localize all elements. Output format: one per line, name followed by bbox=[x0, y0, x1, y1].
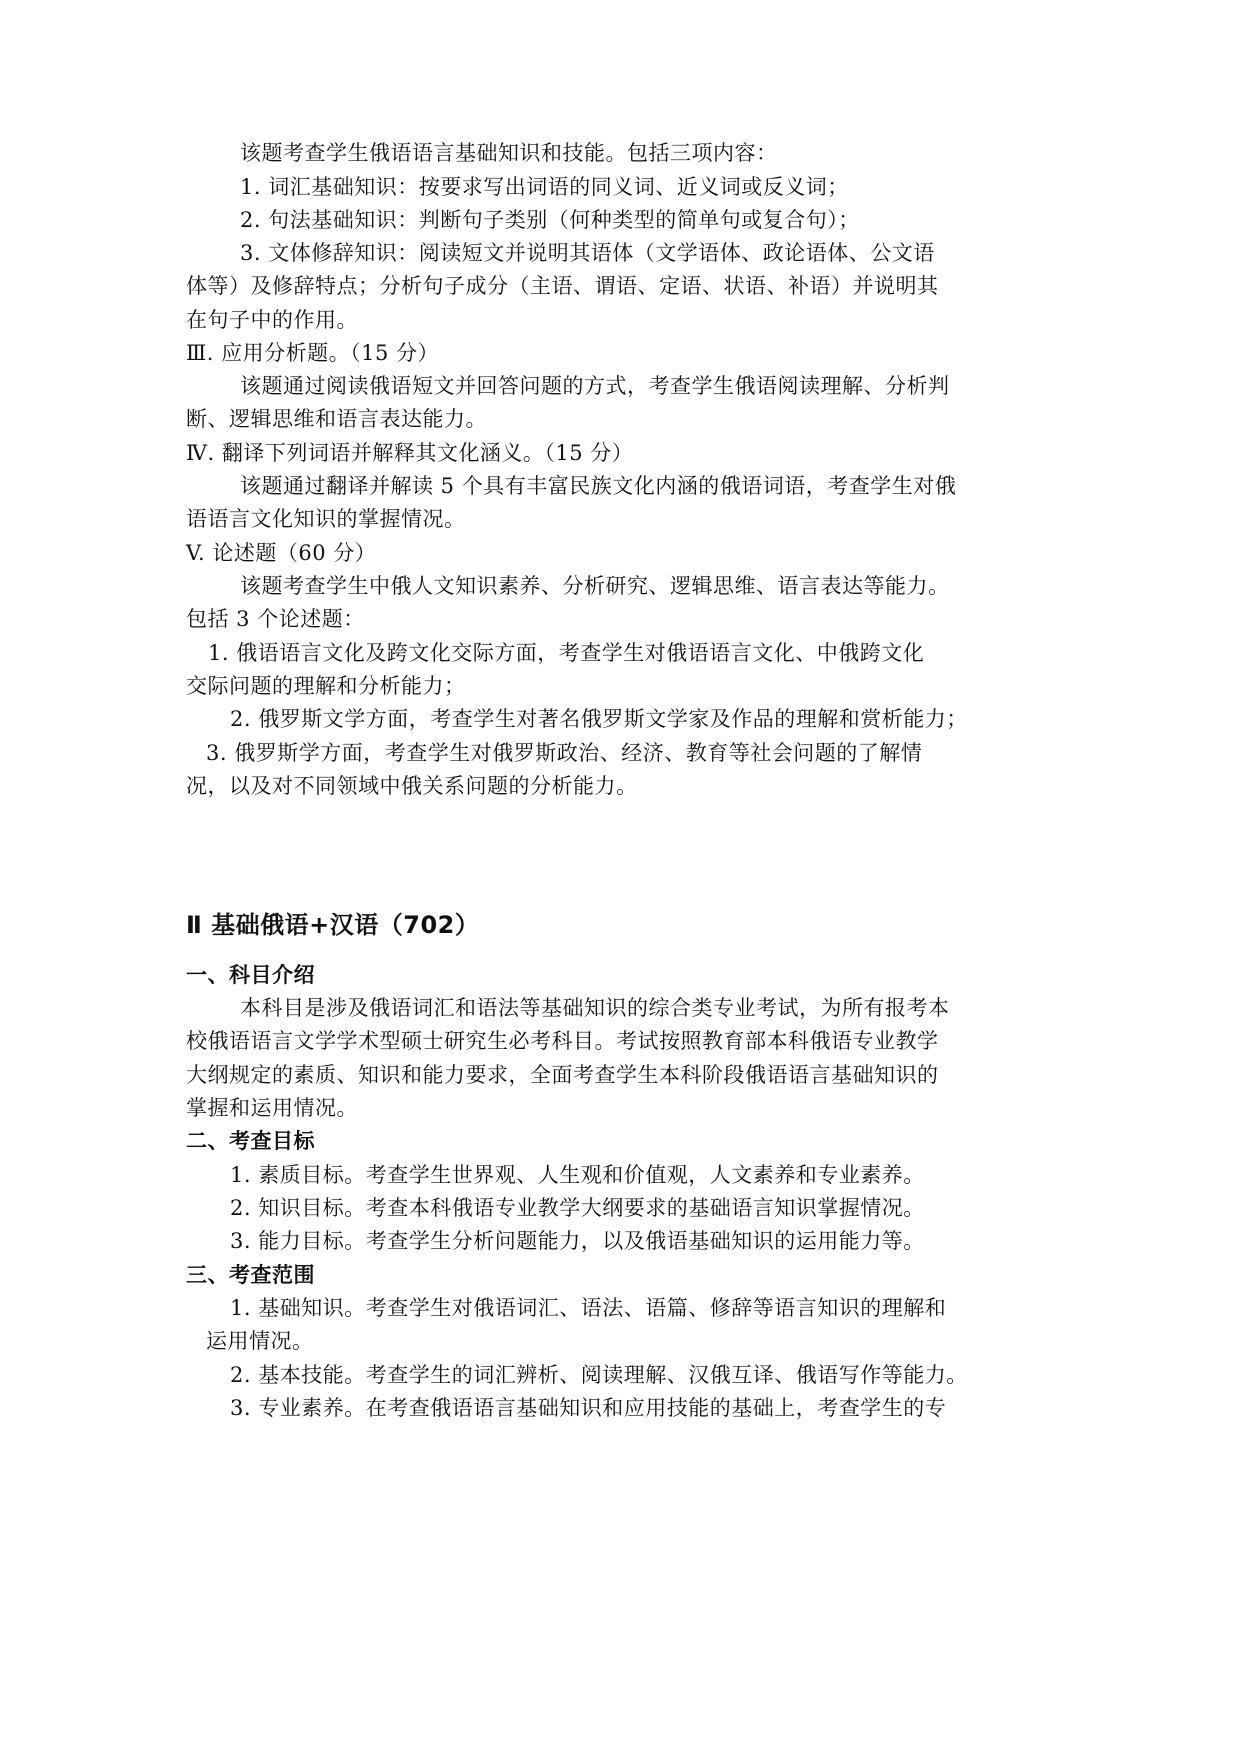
list-item: 3. 俄罗斯学方面，考查学生对俄罗斯政治、经济、教育等社会问题的了解情 bbox=[206, 741, 923, 765]
paragraph-continued: 大纲规定的素质、知识和能力要求，全面考查学生本科阶段俄语语言基础知识的 bbox=[186, 1063, 939, 1087]
section-heading: 二、考查目标 bbox=[186, 1129, 315, 1153]
section-heading: 三、考查范围 bbox=[186, 1263, 315, 1287]
list-item: 1. 俄语语言文化及跨文化交际方面，考查学生对俄语语言文化、中俄跨文化 bbox=[208, 641, 925, 665]
part-title: Ⅱ 基础俄语+汉语（702） bbox=[186, 911, 480, 939]
paragraph: 该题通过阅读俄语短文并回答问题的方式，考查学生俄语阅读理解、分析判 bbox=[240, 374, 950, 398]
list-item: 3. 专业素养。在考查俄语语言基础知识和应用技能的基础上，考查学生的专 bbox=[230, 1396, 947, 1420]
list-item: 3. 能力目标。考查学生分析问题能力，以及俄语基础知识的运用能力等。 bbox=[230, 1229, 925, 1253]
list-item: 2. 基本技能。考查学生的词汇辨析、阅读理解、汉俄互译、俄语写作等能力。 bbox=[230, 1363, 968, 1387]
section-title-iii: Ⅲ. 应用分析题。（15 分） bbox=[186, 341, 439, 365]
list-item: 2. 知识目标。考查本科俄语专业教学大纲要求的基础语言知识掌握情况。 bbox=[230, 1196, 925, 1220]
list-item-continued: 交际问题的理解和分析能力； bbox=[186, 674, 466, 698]
list-item: 2. 句法基础知识：判断句子类别（何种类型的简单句或复合句）； bbox=[240, 208, 860, 232]
list-item-continued: 在句子中的作用。 bbox=[186, 308, 358, 332]
paragraph: 该题考查学生俄语语言基础知识和技能。包括三项内容： bbox=[240, 141, 778, 165]
paragraph: 该题通过翻译并解读 5 个具有丰富民族文化内涵的俄语词语，考查学生对俄 bbox=[240, 474, 957, 498]
section-heading: 一、科目介绍 bbox=[186, 963, 315, 987]
list-item: 1. 词汇基础知识：按要求写出词语的同义词、近义词或反义词； bbox=[240, 175, 849, 199]
list-item: 3. 文体修辞知识：阅读短文并说明其语体（文学语体、政论语体、公文语 bbox=[240, 241, 935, 265]
section-title-iv: Ⅳ. 翻译下列词语并解释其文化涵义。（15 分） bbox=[186, 441, 634, 465]
list-item-continued: 况，以及对不同领域中俄关系问题的分析能力。 bbox=[186, 774, 638, 798]
list-item: 1. 素质目标。考查学生世界观、人生观和价值观，人文素养和专业素养。 bbox=[230, 1163, 925, 1187]
list-item-continued: 运用情况。 bbox=[206, 1329, 314, 1353]
paragraph-continued: 掌握和运用情况。 bbox=[186, 1096, 358, 1120]
paragraph: 该题考查学生中俄人文知识素养、分析研究、逻辑思维、语言表达等能力。 bbox=[240, 574, 950, 598]
section-title-v: V. 论述题（60 分） bbox=[186, 541, 377, 565]
paragraph-continued: 包括 3 个论述题： bbox=[186, 607, 365, 631]
list-item: 2. 俄罗斯文学方面，考查学生对著名俄罗斯文学家及作品的理解和赏析能力； bbox=[230, 707, 968, 731]
list-item-continued: 体等）及修辞特点；分析句子成分（主语、谓语、定语、状语、补语）并说明其 bbox=[186, 274, 939, 298]
paragraph: 本科目是涉及俄语词汇和语法等基础知识的综合类专业考试，为所有报考本 bbox=[240, 996, 950, 1020]
list-item: 1. 基础知识。考查学生对俄语词汇、语法、语篇、修辞等语言知识的理解和 bbox=[230, 1296, 947, 1320]
paragraph-continued: 语语言文化知识的掌握情况。 bbox=[186, 507, 466, 531]
paragraph-continued: 校俄语语言文学学术型硕士研究生必考科目。考试按照教育部本科俄语专业教学 bbox=[186, 1029, 939, 1053]
paragraph-continued: 断、逻辑思维和语言表达能力。 bbox=[186, 407, 487, 431]
